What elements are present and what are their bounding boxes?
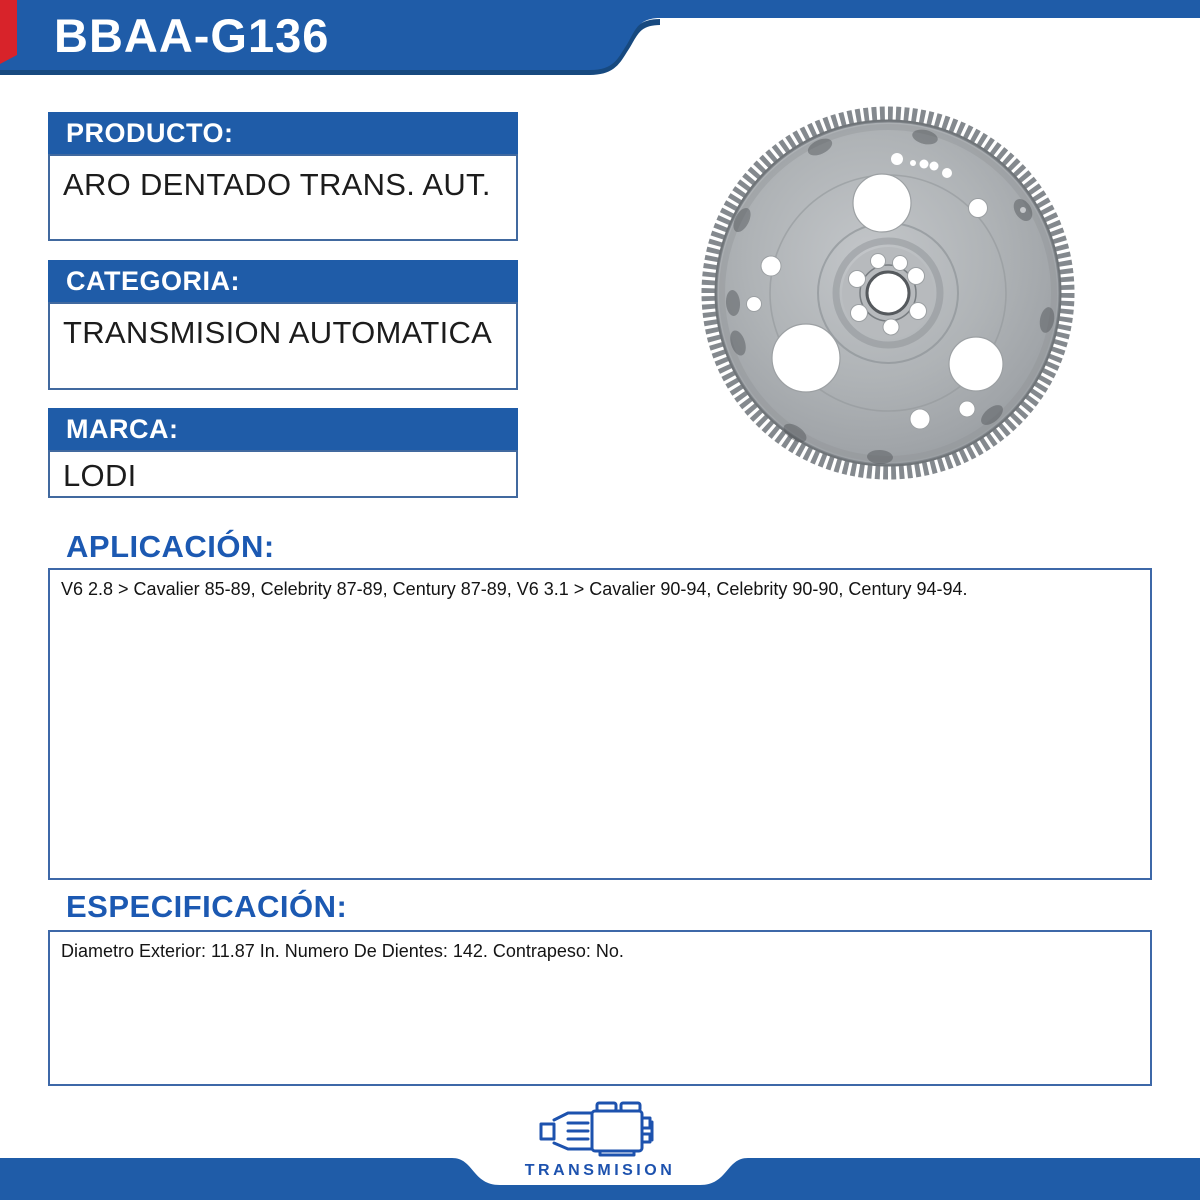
center-hole <box>867 272 909 314</box>
field-categoria <box>48 260 518 390</box>
aplicacion-text: V6 2.8 > Cavalier 85-89, Celebrity 87-89, Century 87-89, V6 3.1 > Cavalier 90-94, Celebrity 90-90, Century 94-94. <box>61 579 968 599</box>
categoria-label: CATEGORIA: <box>66 265 240 296</box>
producto-label-bar <box>48 112 518 154</box>
aplicacion-box <box>48 568 1152 880</box>
transmission-icon <box>538 1100 662 1160</box>
producto-value: ARO DENTADO TRANS. AUT. <box>63 167 491 202</box>
categoria-value-box <box>48 302 518 390</box>
categoria-value: TRANSMISION AUTOMATICA <box>63 315 493 350</box>
footer-category-label: TRANSMISION <box>524 1162 676 1179</box>
producto-value-box <box>48 154 518 241</box>
flexplate-photo <box>676 81 1100 505</box>
field-marca <box>48 408 518 498</box>
especificacion-heading: ESPECIFICACIÓN: <box>66 889 348 924</box>
producto-label: PRODUCTO: <box>66 117 234 148</box>
marca-value: LODI <box>63 458 137 493</box>
header-red-accent <box>0 0 17 64</box>
part-number-title: BBAA-G136 <box>54 9 330 62</box>
aplicacion-heading: APLICACIÓN: <box>66 529 275 564</box>
marca-label-bar <box>48 408 518 450</box>
field-producto <box>48 112 518 241</box>
especificacion-text: Diametro Exterior: 11.87 In. Numero De Dientes: 142. Contrapeso: No. <box>61 941 624 961</box>
marca-value-box <box>48 450 518 498</box>
categoria-label-bar <box>48 260 518 302</box>
marca-label: MARCA: <box>66 413 179 444</box>
especificacion-box <box>48 930 1152 1086</box>
